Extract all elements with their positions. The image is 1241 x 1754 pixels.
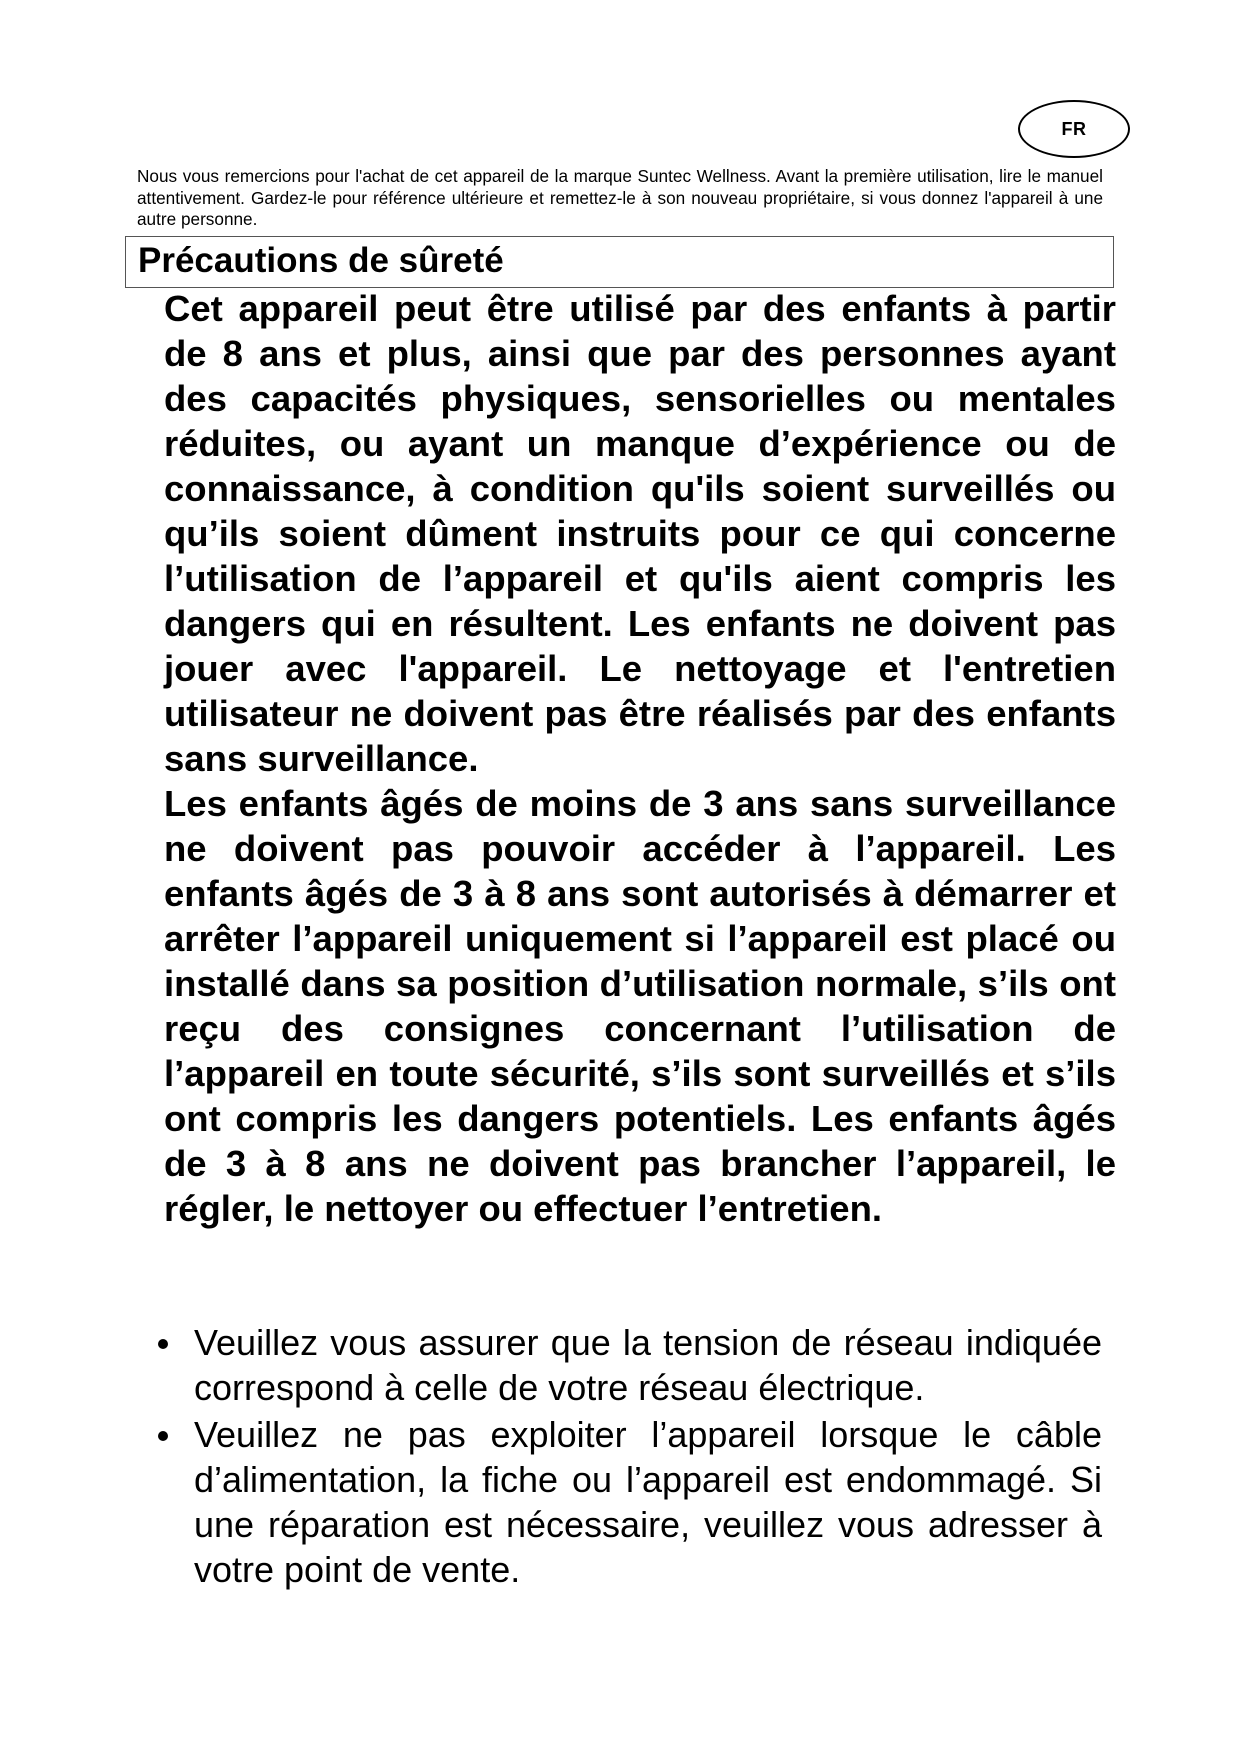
- bullet-dot-icon: [158, 1339, 168, 1349]
- bullet-dot-icon: [158, 1431, 168, 1441]
- bullet-text-voltage: Veuillez vous assurer que la tension de réseau indiquée correspond à celle de votre réseau électrique.: [194, 1322, 1102, 1408]
- language-badge-label: FR: [1061, 118, 1087, 139]
- bullet-text-damaged-cable: Veuillez ne pas exploiter l’appareil lorsque le câble d’alimentation, la fiche ou l’appareil est endommagé. Si une réparation est nécessaire, veuillez vous adresser à votre point de vente.: [194, 1414, 1102, 1590]
- warning-paragraph-children-and-persons: Cet appareil peut être utilisé par des enfants à partir de 8 ans et plus, ainsi que par des personnes ayant des capacités physiques, sensorielles ou mentales réduites, ou ayant un manque d’expérience ou de connaissance, à condition qu'ils soient surveillés ou qu’ils soient dûment instruits pour ce qui concerne l’utilisation de l’appareil et qu'ils aient compris les dangers qui en résultent. Les enfants ne doivent pas jouer avec l'appareil. Le nettoyage et l'entretien utilisateur ne doivent pas être réalisés par des enfants sans surveillance.: [164, 288, 1116, 779]
- safety-warning-block: [164, 286, 1116, 1231]
- warning-paragraph-young-children: Les enfants âgés de moins de 3 ans sans surveillance ne doivent pas pouvoir accéder à l’appareil. Les enfants âgés de 3 à 8 ans sont autorisés à démarrer et arrêter l’appareil uniquement si l’appareil est placé ou installé dans sa position d’utilisation normale, s’ils ont reçu des consignes concernant l’utilisation de l’appareil en toute sécurité, s’ils sont surveillés et s’ils ont compris les dangers potentiels. Les enfants âgés de 3 à 8 ans ne doivent pas brancher l’appareil, le régler, le nettoyer ou effectuer l’entretien.: [164, 783, 1116, 1229]
- safety-bullet-list: [150, 1320, 1102, 1594]
- intro-paragraph: Nous vous remercions pour l'achat de cet appareil de la marque Suntec Wellness. Avant la première utilisation, lire le manuel attentivement. Gardez-le pour référence ultérieure et remettez-le à son nouveau propriétaire, si vous donnez l'appareil à une autre personne.: [137, 166, 1103, 229]
- language-badge: [1018, 100, 1130, 158]
- list-item: [150, 1320, 1102, 1410]
- section-title: Précautions de sûreté: [138, 241, 504, 280]
- list-item: [150, 1412, 1102, 1592]
- section-header-box: [125, 236, 1114, 288]
